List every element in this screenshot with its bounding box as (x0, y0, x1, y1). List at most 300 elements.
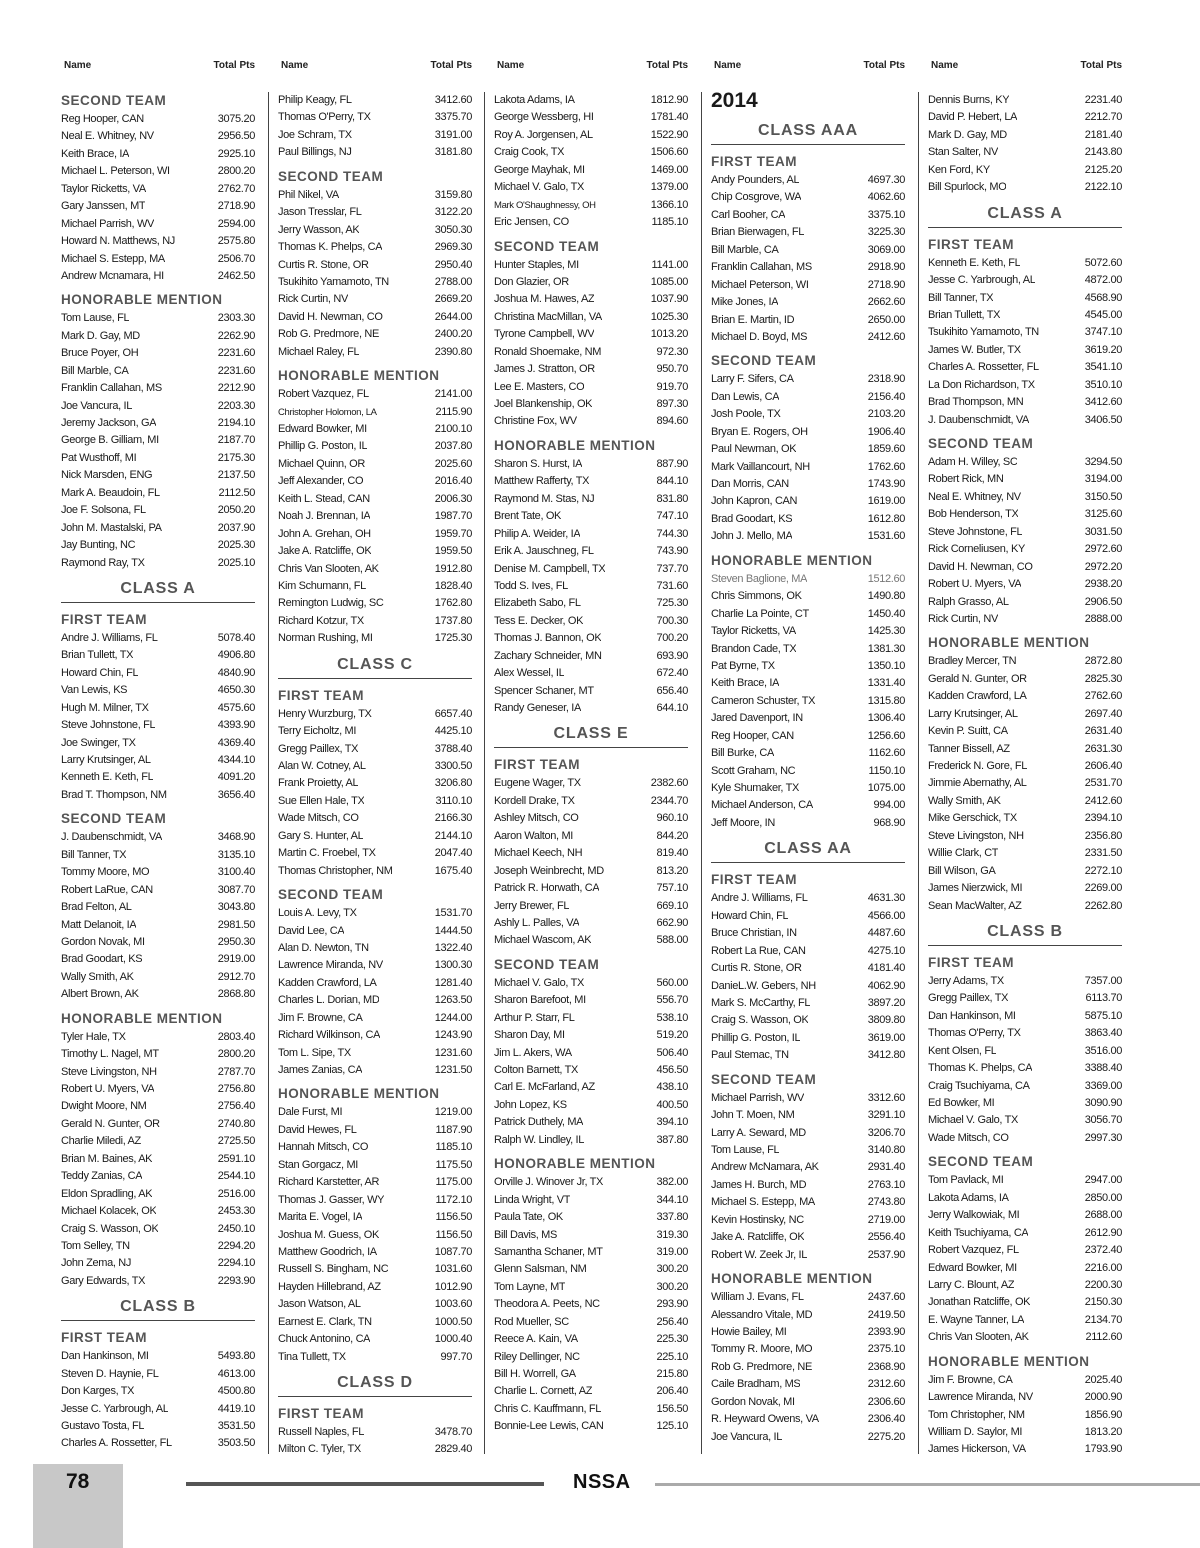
competitor-name: Caile Bradham, MS (711, 1378, 801, 1391)
total-points: 3388.40 (1084, 1062, 1122, 1075)
list-item (278, 386, 472, 403)
total-points: 2025.40 (1084, 1373, 1122, 1386)
competitor-name: Stan Gorgacz, MI (278, 1158, 358, 1171)
list-item (711, 1177, 905, 1194)
list-item (494, 1401, 688, 1418)
total-points: 1366.10 (650, 198, 688, 211)
total-points: 4575.60 (217, 701, 255, 714)
competitor-name: David P. Hebert, LA (928, 111, 1018, 124)
total-points: 2919.00 (217, 953, 255, 966)
list-item (61, 752, 255, 769)
competitor-name: Robert La Rue, CAN (711, 944, 806, 957)
total-points: 2216.00 (1084, 1261, 1122, 1274)
competitor-name: Colton Barnett, TX (494, 1064, 578, 1076)
competitor-name: Robert LaRue, CAN (61, 883, 153, 896)
list-item (61, 1186, 255, 1203)
competitor-name: Kevin Hostinsky, NC (711, 1213, 804, 1226)
list-item (928, 272, 1122, 289)
competitor-name: Frank Proietty, AL (278, 777, 359, 790)
list-item (928, 1130, 1122, 1147)
competitor-name: Bill H. Worrell, GA (494, 1368, 576, 1380)
competitor-name: Larry A. Seward, MD (711, 1126, 806, 1139)
list-item (278, 1104, 472, 1121)
total-points: 2125.20 (1084, 163, 1122, 176)
total-points: 3135.10 (217, 848, 255, 861)
list-item (494, 291, 688, 308)
section-heading: FIRST TEAM (928, 236, 1014, 252)
section-heading: HONORABLE MENTION (711, 552, 873, 568)
total-points: 3468.90 (217, 831, 255, 844)
section-heading: HONORABLE MENTION (494, 1156, 656, 1172)
total-points: 2531.70 (1084, 777, 1122, 790)
list-item (278, 438, 472, 455)
list-item (61, 380, 255, 397)
total-points: 4840.90 (217, 666, 255, 679)
list-item (494, 1097, 688, 1114)
total-points: 1231.60 (434, 1046, 472, 1059)
list-item (928, 394, 1122, 411)
total-points: 1743.90 (867, 478, 905, 490)
competitor-name: Jeremy Jackson, GA (61, 417, 157, 429)
total-points: 4487.60 (867, 927, 905, 940)
list-item (278, 957, 472, 974)
list-item (61, 415, 255, 432)
total-points: 2591.10 (217, 1152, 255, 1165)
column-header-pts: Total Pts (213, 60, 255, 71)
competitor-name: Bonnie-Lee Lewis, CAN (494, 1420, 604, 1433)
total-points: 3225.30 (867, 226, 905, 239)
list-item (61, 1098, 255, 1115)
list-item (711, 1247, 905, 1264)
total-points: 3619.20 (1084, 343, 1122, 356)
total-points: 3788.40 (434, 742, 472, 755)
list-item (494, 810, 688, 827)
list-item (278, 1062, 472, 1079)
competitor-name: Joe Vancura, IL (711, 1430, 782, 1443)
list-item (278, 1227, 472, 1244)
list-item (928, 810, 1122, 827)
total-points: 2103.20 (867, 408, 905, 421)
list-item (928, 671, 1122, 688)
total-points: 2231.60 (217, 347, 255, 360)
total-points: 1725.30 (434, 632, 472, 645)
list-item (61, 847, 255, 864)
competitor-name: Hannah Mitsch, CO (278, 1141, 369, 1154)
total-points: 3412.60 (1084, 396, 1122, 409)
competitor-name: Steven Baglione, MA (711, 572, 808, 585)
competitor-name: James H. Burch, MD (711, 1178, 807, 1191)
total-points: 3541.10 (1084, 361, 1122, 374)
list-item (61, 917, 255, 934)
list-item (928, 290, 1122, 307)
total-points: 2719.00 (867, 1213, 905, 1226)
total-points: 2037.80 (434, 440, 472, 453)
total-points: 2231.60 (217, 364, 255, 377)
competitor-name: Craig Cook, TX (494, 146, 565, 159)
list-item (928, 1207, 1122, 1224)
total-points: 3050.30 (434, 223, 472, 236)
list-item (494, 1010, 688, 1027)
list-item (928, 973, 1122, 990)
total-points: 2763.10 (867, 1178, 905, 1191)
total-points: 1025.30 (650, 310, 688, 323)
total-points: 1762.60 (867, 460, 905, 473)
list-item (61, 951, 255, 968)
column-5 (928, 58, 1122, 1456)
competitor-name: Charles L. Dorian, MD (278, 994, 380, 1007)
list-item (61, 787, 255, 804)
competitor-name: Timothy L. Nagel, MT (61, 1048, 159, 1061)
competitor-name: Sue Ellen Hale, TX (278, 794, 365, 807)
list-item (278, 1296, 472, 1313)
section-heading: FIRST TEAM (711, 154, 797, 169)
competitor-name: Tom Christopher, NM (928, 1408, 1025, 1421)
competitor-name: Joe Swinger, TX (61, 736, 136, 749)
list-item (711, 745, 905, 762)
list-item (61, 363, 255, 380)
column-4 (711, 58, 905, 1448)
total-points: 2025.30 (217, 539, 255, 552)
list-item (61, 537, 255, 554)
section-heading: SECOND TEAM (61, 93, 167, 108)
list-item (278, 1441, 472, 1458)
total-points: 2956.50 (217, 130, 255, 143)
list-item (494, 1366, 688, 1383)
total-points: 3656.40 (217, 788, 255, 801)
total-points: 1000.40 (434, 1333, 472, 1346)
competitor-name: Michael Wascom, AK (494, 934, 592, 947)
total-points: 4393.90 (217, 719, 255, 732)
competitor-name: Aaron Walton, MI (494, 829, 573, 842)
list-item (278, 1209, 472, 1226)
competitor-name: Brian Tullett, TX (928, 308, 1001, 321)
total-points: 950.70 (656, 363, 688, 376)
list-item (61, 630, 255, 647)
list-item (928, 1277, 1122, 1294)
total-points: 2115.90 (435, 405, 472, 418)
total-points: 1331.40 (867, 677, 905, 690)
competitor-name: R. Heyward Owens, VA (711, 1413, 819, 1426)
competitor-name: Theodora A. Peets, NC (494, 1298, 600, 1311)
competitor-name: Wade Mitsch, CO (928, 1131, 1009, 1144)
total-points: 3087.70 (217, 883, 255, 896)
list-item (928, 723, 1122, 740)
competitor-name: Reg Hooper, CAN (711, 729, 794, 742)
list-item (711, 1194, 905, 1211)
competitor-name: Tanner Bissell, AZ (928, 742, 1010, 755)
total-points: 2143.80 (1084, 146, 1122, 159)
list-item (711, 588, 905, 605)
list-item (494, 1027, 688, 1044)
list-item (61, 310, 255, 327)
total-points: 3478.70 (434, 1426, 472, 1438)
list-item (494, 1418, 688, 1435)
total-points: 2912.70 (217, 970, 255, 983)
competitor-name: Michael Parrish, WV (61, 217, 154, 230)
list-item (928, 1112, 1122, 1129)
total-points: 757.10 (656, 882, 688, 895)
list-item (711, 172, 905, 189)
total-points: 1185.10 (435, 1141, 472, 1154)
competitor-name: Michael Peterson, WI (711, 278, 809, 291)
total-points: 1912.80 (434, 562, 472, 575)
competitor-name: Franklin Callahan, MS (711, 261, 812, 274)
list-item (278, 940, 472, 957)
total-points: 672.40 (656, 667, 688, 680)
list-item (494, 630, 688, 647)
total-points: 2312.60 (867, 1378, 905, 1391)
competitor-name: Jesse C. Yarbrough, AL (61, 1402, 169, 1415)
total-points: 2918.90 (867, 261, 905, 274)
total-points: 844.10 (656, 475, 688, 488)
list-item (278, 992, 472, 1009)
list-item (494, 1192, 688, 1209)
total-points: 1959.50 (434, 545, 472, 558)
list-item (61, 986, 255, 1003)
competitor-name: Robert U. Myers, VA (928, 578, 1022, 591)
total-points: 206.40 (656, 1385, 688, 1398)
total-points: 4872.00 (1084, 274, 1122, 287)
list-item (494, 179, 688, 196)
competitor-name: Michael Kolacek, OK (61, 1205, 157, 1218)
competitor-name: Gerald N. Gunter, OR (61, 1117, 160, 1130)
total-points: 2368.90 (867, 1360, 905, 1373)
total-points: 3863.40 (1084, 1027, 1122, 1040)
total-points: 1506.60 (650, 146, 688, 159)
competitor-name: Chris Van Slooten, AK (278, 562, 379, 575)
total-points: 2850.00 (1084, 1191, 1122, 1204)
competitor-name: Reece A. Kain, VA (494, 1333, 578, 1346)
competitor-name: Teddy Zanias, CA (61, 1170, 143, 1183)
total-points: 4697.30 (867, 174, 905, 186)
list-item (278, 274, 472, 291)
list-item (711, 978, 905, 995)
list-item (928, 454, 1122, 471)
list-item (278, 775, 472, 792)
competitor-name: Jim L. Akers, WA (494, 1046, 572, 1059)
total-points: 438.10 (656, 1081, 688, 1094)
competitor-name: Jerry Adams, TX (928, 974, 1004, 987)
total-points: 2294.20 (217, 1239, 255, 1252)
competitor-name: Andre J. Williams, FL (711, 892, 808, 905)
total-points: 1906.40 (867, 425, 905, 438)
competitor-name: Brad Goodart, KS (61, 953, 143, 966)
total-points: 2400.20 (434, 328, 472, 341)
total-points: 2437.60 (867, 1291, 905, 1304)
competitor-name: Tyler Hale, TX (61, 1030, 126, 1043)
competitor-name: Howard Chin, FL (61, 666, 139, 679)
total-points: 5072.60 (1084, 256, 1122, 269)
total-points: 3619.00 (867, 1031, 905, 1044)
competitor-name: Don Karges, TX (61, 1385, 135, 1398)
list-item (61, 1081, 255, 1098)
list-item (928, 758, 1122, 775)
competitor-name: Kadden Crawford, LA (278, 976, 377, 989)
total-points: 2800.20 (217, 165, 255, 178)
competitor-name: Jonathan Ratcliffe, OK (928, 1296, 1031, 1309)
class-heading: CLASS A (61, 572, 255, 603)
list-item (494, 1383, 688, 1400)
list-item (278, 1261, 472, 1278)
list-item (928, 990, 1122, 1007)
total-points: 1187.90 (435, 1123, 472, 1136)
total-points: 125.10 (656, 1420, 688, 1433)
total-points: 662.90 (656, 916, 688, 929)
list-item (494, 1279, 688, 1296)
total-points: 2606.40 (1084, 760, 1122, 772)
competitor-name: Curtis R. Stone, OR (278, 258, 369, 271)
competitor-name: Howard Chin, FL (711, 909, 789, 922)
competitor-name: Patrick Duthely, MA (494, 1116, 584, 1129)
competitor-name: Keith L. Stead, CAN (278, 492, 370, 505)
total-points: 2888.00 (1084, 612, 1122, 625)
list-item (711, 1012, 905, 1029)
total-points: 1012.90 (434, 1280, 472, 1293)
competitor-name: Richard Kotzur, TX (278, 614, 364, 627)
list-item (494, 1244, 688, 1261)
total-points: 3412.60 (434, 94, 472, 106)
total-points: 744.30 (656, 527, 688, 540)
total-points: 2743.80 (867, 1196, 905, 1209)
competitor-name: Jerry Walkowiak, MI (928, 1209, 1020, 1222)
list-item (928, 144, 1122, 161)
competitor-name: Lakota Adams, IA (494, 94, 575, 106)
total-points: 1075.00 (867, 782, 905, 794)
total-points: 2393.90 (867, 1325, 905, 1338)
competitor-name: Denise M. Campbell, TX (494, 562, 606, 575)
list-item (494, 828, 688, 845)
section-heading: FIRST TEAM (928, 954, 1014, 970)
total-points: 2175.30 (217, 451, 255, 464)
list-item (711, 1429, 905, 1446)
list-item (494, 1331, 688, 1348)
list-item (494, 975, 688, 992)
competitor-name: Brad Felton, AL (61, 901, 132, 914)
total-points: 1300.30 (434, 959, 472, 972)
competitor-name: Michael Quinn, OR (278, 457, 365, 470)
list-item (711, 329, 905, 346)
list-item (928, 489, 1122, 506)
competitor-name: Mark D. Gay, MD (928, 128, 1007, 141)
total-points: 2947.00 (1084, 1174, 1122, 1187)
competitor-name: Tina Tullett, TX (278, 1350, 346, 1363)
column-header-pts: Total Pts (646, 60, 688, 71)
competitor-name: Charles A. Rossetter, FL (61, 1437, 172, 1450)
total-points: 2631.40 (1084, 725, 1122, 738)
total-points: 3897.20 (867, 996, 905, 1009)
list-item (61, 128, 255, 145)
total-points: 2372.40 (1084, 1244, 1122, 1257)
competitor-name: Bruce Christian, IN (711, 927, 797, 940)
total-points: 1812.90 (650, 94, 688, 106)
column-3 (494, 58, 688, 1448)
list-item (61, 1133, 255, 1150)
competitor-name: Nick Marsden, ENG (61, 469, 153, 482)
competitor-name: Carl E. McFarland, AZ (494, 1081, 595, 1094)
competitor-name: Norman Rushing, MI (278, 632, 373, 645)
total-points: 743.90 (656, 545, 688, 558)
list-item (278, 828, 472, 845)
list-item (928, 611, 1122, 628)
total-points: 5078.40 (217, 631, 255, 644)
total-points: 7357.00 (1084, 974, 1122, 987)
total-points: 1531.60 (867, 530, 905, 543)
column-divider (268, 92, 269, 1454)
list-item (711, 1411, 905, 1428)
total-points: 1762.80 (434, 597, 472, 610)
total-points: 2950.30 (217, 935, 255, 948)
competitor-name: Kevin P. Suitt, CA (928, 725, 1008, 738)
total-points: 1512.60 (867, 572, 905, 585)
total-points: 1490.80 (867, 590, 905, 603)
list-item (494, 1079, 688, 1096)
total-points: 300.20 (656, 1280, 688, 1293)
list-item (928, 1078, 1122, 1095)
list-item (61, 146, 255, 163)
competitor-name: Mark S. McCarthy, FL (711, 996, 811, 1009)
competitor-name: Michael D. Boyd, MS (711, 330, 808, 343)
footer-rule-left (186, 1482, 544, 1486)
list-item (928, 179, 1122, 196)
total-points: 2556.40 (867, 1231, 905, 1244)
list-item (928, 1008, 1122, 1025)
list-item (711, 815, 905, 832)
competitor-name: Matthew Goodrich, IA (278, 1245, 377, 1258)
competitor-name: Hugh M. Milner, TX (61, 701, 149, 714)
list-item (711, 606, 905, 623)
competitor-name: Marita E. Vogel, IA (278, 1211, 363, 1224)
total-points: 1675.40 (434, 864, 472, 877)
competitor-name: Chuck Antonino, CA (278, 1333, 371, 1346)
list-item (61, 198, 255, 215)
list-item (711, 1341, 905, 1358)
total-points: 3191.00 (434, 128, 472, 141)
list-item (61, 864, 255, 881)
list-item (61, 934, 255, 951)
total-points: 3375.10 (867, 208, 905, 221)
total-points: 2037.90 (217, 521, 255, 534)
column-divider (484, 92, 485, 1454)
competitor-name: Dale Furst, MI (278, 1106, 343, 1119)
class-heading: CLASS AA (711, 832, 905, 863)
total-points: 6113.70 (1085, 992, 1122, 1005)
list-item (711, 1090, 905, 1107)
list-item (61, 1366, 255, 1383)
competitor-name: Rob G. Predmore, NE (711, 1360, 812, 1373)
list-item (278, 1157, 472, 1174)
total-points: 700.30 (656, 614, 688, 627)
list-item (494, 1227, 688, 1244)
list-item (711, 511, 905, 528)
total-points: 1003.60 (434, 1298, 472, 1311)
section-heading: FIRST TEAM (278, 687, 364, 703)
competitor-name: Riley Dellinger, NC (494, 1350, 580, 1363)
competitor-name: Paul Billings, NJ (278, 146, 352, 159)
total-points: 2740.80 (217, 1117, 255, 1130)
competitor-name: Thomas K. Phelps, CA (278, 241, 383, 254)
total-points: 1037.90 (650, 293, 688, 306)
competitor-name: Mark D. Gay, MD (61, 329, 140, 342)
competitor-name: Jared Davenport, IN (711, 712, 803, 725)
section-heading: SECOND TEAM (494, 956, 600, 972)
total-points: 3531.50 (217, 1420, 255, 1432)
section-heading: FIRST TEAM (278, 1406, 364, 1421)
list-item (61, 1401, 255, 1418)
competitor-name: Michael S. Estepp, MA (711, 1196, 815, 1209)
list-item (61, 1029, 255, 1046)
column-2 (278, 58, 472, 1456)
competitor-name: Milton C. Tyler, TX (278, 1443, 361, 1456)
